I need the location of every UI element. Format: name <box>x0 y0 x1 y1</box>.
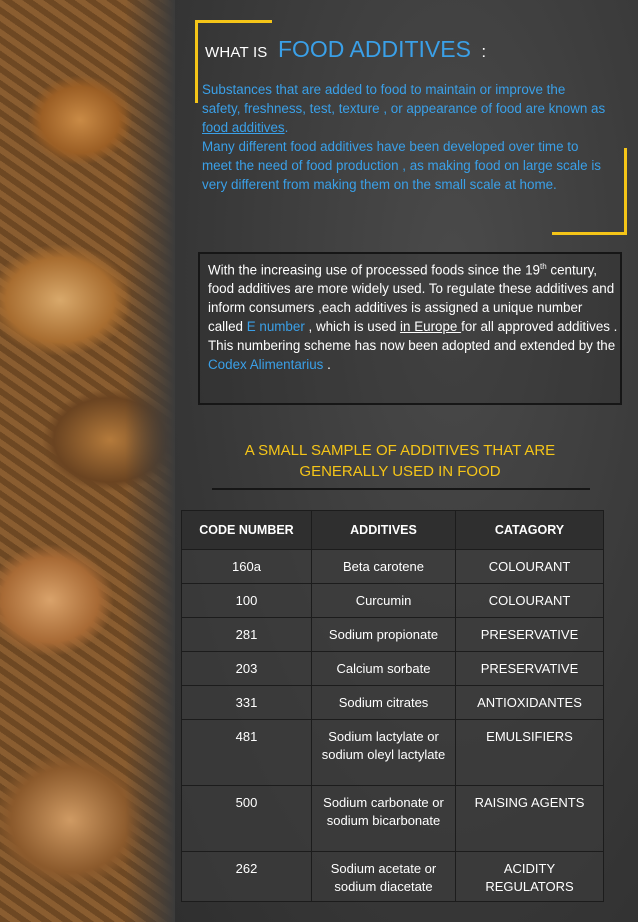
cell-category: ANTIOXIDANTES <box>456 686 604 720</box>
info-text-4: for all approved additives . This numbering scheme has now been adopted and extended by the <box>208 319 618 354</box>
cell-additive: Sodium carbonate or sodium bicarbonate <box>312 786 456 852</box>
cell-code: 500 <box>182 786 312 852</box>
intro-text: Substances that are added to food to maintain or improve the safety, freshness, test, texture , or appearance of food are known as <box>202 82 606 116</box>
cell-category: PRESERVATIVE <box>456 618 604 652</box>
e-number-highlight: E number <box>246 319 305 335</box>
info-text-2: century, food additives are more widely used. To regulate these additives and inform consumers ,each additives is assigned a unique number called <box>208 262 615 335</box>
cell-additive: Sodium citrates <box>312 686 456 720</box>
cell-code: 331 <box>182 686 312 720</box>
title-main: FOOD ADDITIVES <box>277 36 471 62</box>
info-text-3: , which is used <box>304 319 401 335</box>
cell-code: 281 <box>182 618 312 652</box>
cell-category: COLOURANT <box>456 584 604 618</box>
info-text-1: With the increasing use of processed foods since the 19 <box>208 262 540 278</box>
title-colon: : <box>481 42 487 61</box>
sample-title-line-1: A SMALL SAMPLE OF ADDITIVES THAT ARE <box>244 442 556 459</box>
table-row <box>182 852 604 902</box>
cell-additive: Beta carotene <box>312 550 456 584</box>
info-text-5: . <box>323 357 331 373</box>
cell-additive: Sodium acetate or sodium diacetate <box>312 852 456 902</box>
cell-additive: Sodium lactylate or sodium oleyl lactylate <box>312 720 456 786</box>
cell-category: COLOURANT <box>456 550 604 584</box>
table-row <box>182 652 604 686</box>
e-number-info-text <box>208 257 620 374</box>
cell-code: 481 <box>182 720 312 786</box>
page-title <box>205 36 486 63</box>
cell-code: 203 <box>182 652 312 686</box>
table-row <box>182 786 604 852</box>
cell-code: 100 <box>182 584 312 618</box>
additives-table <box>181 510 604 902</box>
title-underline-rule <box>212 488 590 490</box>
codex-alimentarius-highlight: Codex Alimentarius <box>208 357 324 373</box>
table-row <box>182 618 604 652</box>
bread-basket-photo <box>0 0 175 922</box>
info-superscript: th <box>539 262 547 271</box>
table-row <box>182 720 604 786</box>
header-category: CATAGORY <box>456 511 604 550</box>
intro-paragraph-2: Many different food additives have been developed over time to meet the need of food production , as making food on large scale is very different from making them on the small scale at home. <box>202 139 601 192</box>
cell-category: PRESERVATIVE <box>456 652 604 686</box>
cell-code: 262 <box>182 852 312 902</box>
sample-title-line-2: GENERALLY USED IN FOOD <box>299 463 501 480</box>
cell-category: ACIDITY REGULATORS <box>456 852 604 902</box>
header-additives: ADDITIVES <box>312 511 456 550</box>
cell-additive: Sodium propionate <box>312 618 456 652</box>
in-europe-link[interactable]: in Europe <box>400 319 462 335</box>
sample-section-title <box>200 440 600 482</box>
cell-code: 160a <box>182 550 312 584</box>
header-code-number: CODE NUMBER <box>182 511 312 550</box>
intro-definition <box>202 80 607 194</box>
intro-period: . <box>284 120 289 135</box>
title-prefix: WHAT IS <box>205 44 268 61</box>
table-row <box>182 550 604 584</box>
cell-category: RAISING AGENTS <box>456 786 604 852</box>
food-additives-link[interactable]: food additives <box>202 120 285 135</box>
table-row <box>182 584 604 618</box>
cell-additive: Curcumin <box>312 584 456 618</box>
table-header-row <box>182 511 604 550</box>
cell-additive: Calcium sorbate <box>312 652 456 686</box>
cell-category: EMULSIFIERS <box>456 720 604 786</box>
table-row <box>182 686 604 720</box>
